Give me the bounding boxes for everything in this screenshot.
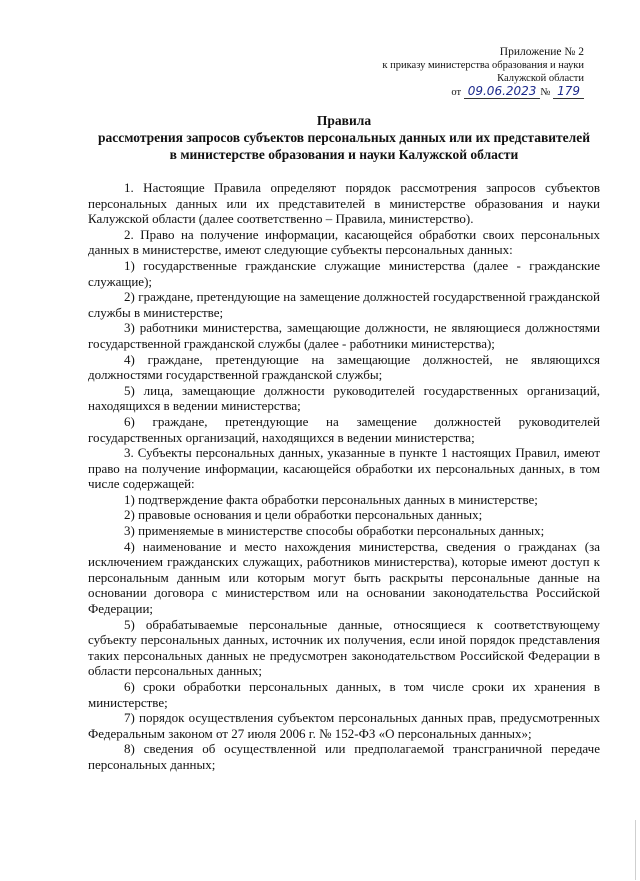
list-item: 8) сведения об осуществленной или предполагаемой трансграничной передаче персональных данных; (88, 741, 600, 772)
date-prefix: от (451, 87, 462, 98)
scan-edge-mark (635, 820, 636, 880)
appendix-region-line: Калужской области (497, 73, 584, 84)
list-item: 6) сроки обработки персональных данных, в том числе сроки их хранения в министерстве; (88, 679, 600, 710)
number-prefix: № (540, 87, 551, 98)
document-title (88, 112, 600, 163)
list-item: 3) применяемые в министерстве способы обработки персональных данных; (124, 523, 545, 539)
paragraph-3: 3. Субъекты персональных данных, указанные в пункте 1 настоящих Правил, имеют право на получение информации, касающейся обработки их персональных данных, в том числе содержащей: (88, 445, 600, 492)
appendix-header (382, 46, 584, 99)
appendix-order-line: к приказу министерства образования и науки (382, 60, 584, 71)
list-item: 5) лица, замещающие должности руководителей государственных организаций, находящихся в ведении министерства; (88, 382, 600, 414)
title-line-3: в министерстве образования и науки Калужской области (169, 147, 519, 162)
list-item: 1) государственные гражданские служащие министерства (далее - гражданские служащие); (88, 257, 600, 289)
list-item: 2) правовые основания и цели обработки персональных данных; (124, 507, 483, 523)
list-item: 1) подтверждение факта обработки персональных данных в министерстве; (124, 491, 538, 507)
appendix-reference-line (382, 85, 584, 99)
list-item: 6) граждане, претендующие на замещение должностей руководителей государственных организаций, находящихся в ведении министерства; (88, 413, 600, 445)
list-item: 4) наименование и место нахождения министерства, сведения о гражданах (за исключением гражданских служащих, работников министерства), которые имеют доступ к персональным данным или которым могут быть раскрыты персональные данные на основании договора с министерством или на основании законодательства Российской Федерации; (88, 538, 600, 617)
handwritten-date: 09.06.2023 (464, 84, 541, 99)
list-item: 4) граждане, претендующие на замещающие должностей, не являющихся должностями государственной гражданской службы; (88, 351, 600, 383)
appendix-caption: Приложение № 2 (499, 46, 584, 58)
title-line-1: Правила (316, 113, 372, 128)
handwritten-number: 179 (553, 84, 584, 99)
paragraph-1: 1. Настоящие Правила определяют порядок рассмотрения запросов субъектов персональных данных или их представителей в министерстве образования и науки Калужской области (далее соответственно – Правила, министерство). (88, 180, 600, 227)
list-item: 7) порядок осуществления субъектом персональных данных прав, предусмотренных Федеральным законом от 27 июля 2006 г. № 152-ФЗ «О персональных данных»; (88, 710, 600, 741)
title-line-2: рассмотрения запросов субъектов персональных данных или их представителей (98, 130, 590, 145)
list-item: 2) граждане, претендующие на замещение должностей государственной гражданской службы в министерстве; (88, 289, 600, 320)
paragraph-2: 2. Право на получение информации, касающейся обработки своих персональных данных в министерстве, имеют следующие субъекты персональных данных: (88, 226, 600, 258)
list-item: 3) работники министерства, замещающие должности, не являющиеся должностями государственной гражданской службы (далее - работники министерства); (88, 320, 600, 351)
list-item: 5) обрабатываемые персональные данные, относящиеся к соответствующему субъекту персональных данных, источник их получения, если иной порядок представления таких персональных данных не предусмотрен законодательством Российской Федерации в области персональных данных; (88, 616, 600, 679)
document-body (88, 180, 600, 773)
